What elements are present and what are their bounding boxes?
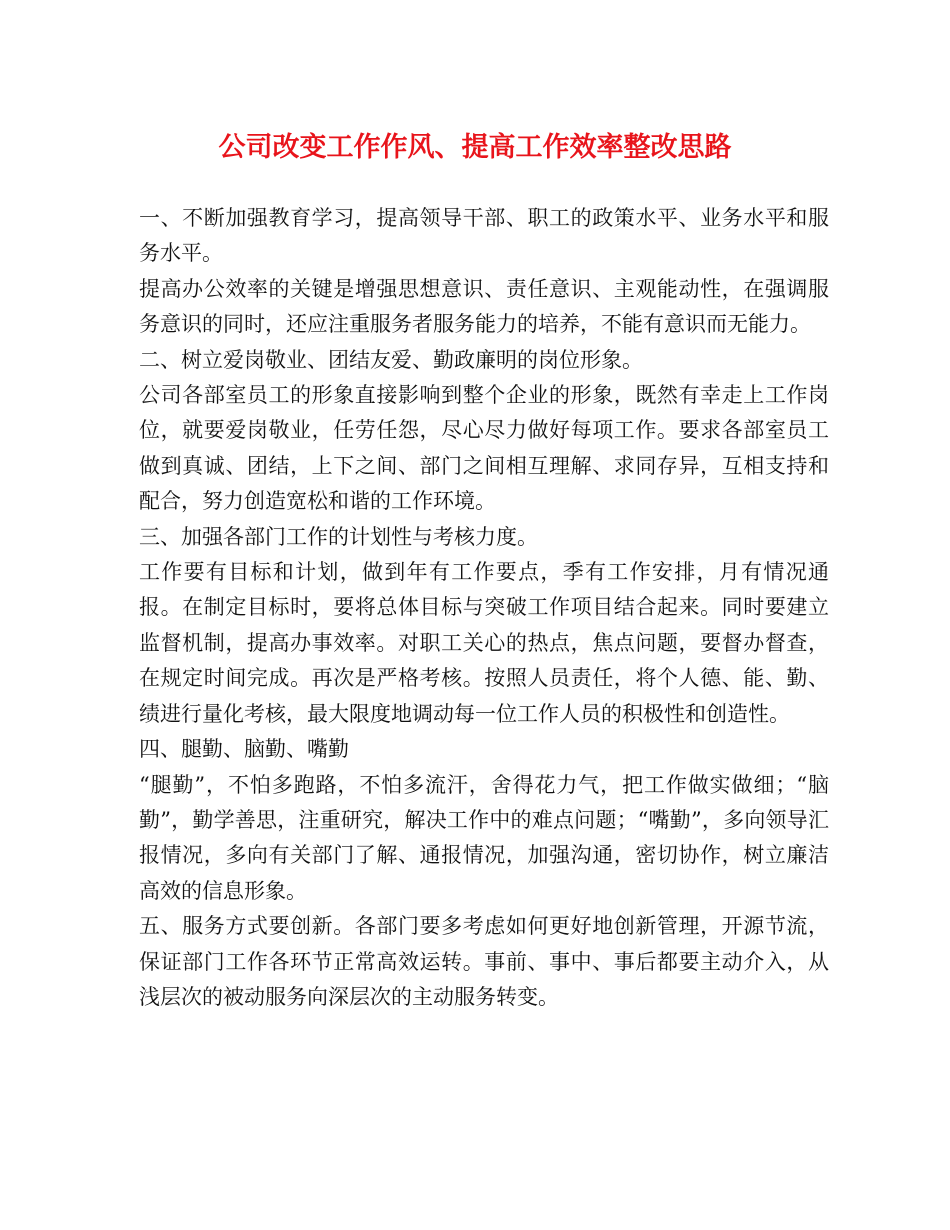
paragraph-2: 公司各部室员工的形象直接影响到整个企业的形象，既然有幸走上工作岗位，就要爱岗敬业，任劳任怨，尽心尽力做好每项工作。要求各部室员工做到真诚、团结，上下之间、部门之间相互理解、求同存异，互相支持和配合，努力创造宽松和谐的工作环境。 [139,383,829,514]
paragraph-3: 工作要有目标和计划，做到年有工作要点，季有工作安排，月有情况通报。在制定目标时，要将总体目标与突破工作项目结合起来。同时要建立监督机制，提高办事效率。对职工关心的热点，焦点问题，要督办督查，在规定时间完成。再次是严格考核。按照人员责任，将个人德、能、勤、绩进行量化考核，最大限度地调动每一位工作人员的积极性和创造性。 [139,560,829,726]
section-heading-4: 四、腿勤、脑勤、嘴勤 [139,737,349,762]
document-title: 公司改变工作作风、提高工作效率整改思路 [218,132,732,163]
paragraph-4: “腿勤”，不怕多跑路，不怕多流汗，舍得花力气，把工作做实做细；“脑勤”，勤学善思，注重研究，解决工作中的难点问题；“嘴勤”，多向领导汇报情况，多向有关部门了解、通报情况，加强沟通，密切协作，树立廉洁高效的信息形象。 [139,772,829,903]
section-heading-3: 三、加强各部门工作的计划性与考核力度。 [139,524,538,549]
section-heading-2: 二、树立爱岗敬业、团结友爱、勤政廉明的岗位形象。 [139,347,643,372]
document-body [139,201,829,1015]
section-heading-5: 五、服务方式要创新。各部门要多考虑如何更好地创新管理，开源节流，保证部门工作各环节正常高效运转。事前、事中、事后都要主动介入，从浅层次的被动服务向深层次的主动服务转变。 [139,914,829,1009]
section-heading-1: 一、不断加强教育学习，提高领导干部、职工的政策水平、业务水平和服务水平。 [139,206,829,266]
paragraph-1: 提高办公效率的关键是增强思想意识、责任意识、主观能动性，在强调服务意识的同时，还应注重服务者服务能力的培养，不能有意识而无能力。 [139,276,829,337]
